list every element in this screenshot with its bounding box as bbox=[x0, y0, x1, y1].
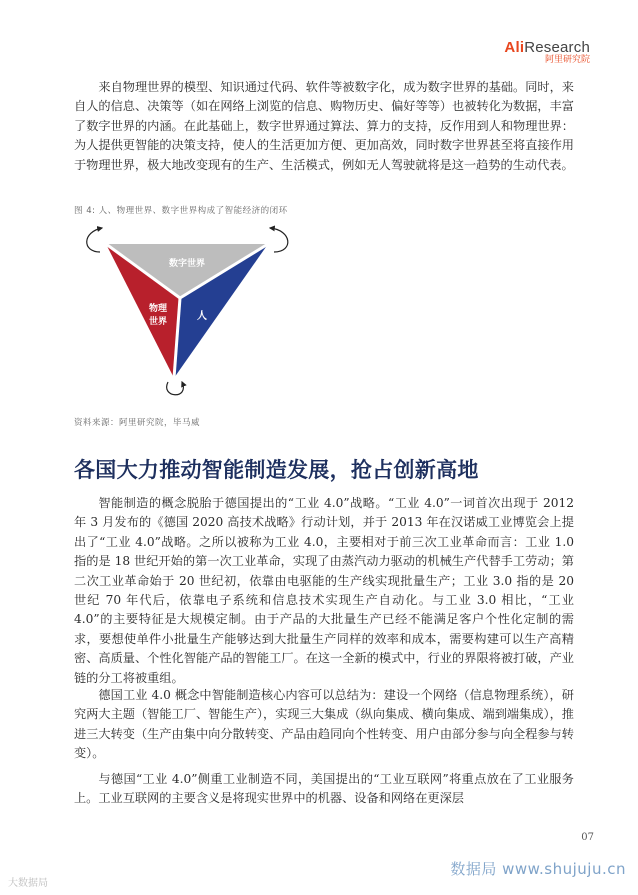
page-number: 07 bbox=[581, 832, 594, 843]
logo-wordmark: AliResearch bbox=[504, 39, 590, 56]
footer-watermark-left: 大数据局 bbox=[8, 878, 48, 889]
label-physical-1: 物理 bbox=[148, 304, 168, 314]
figure-caption: 图 4: 人、物理世界、数字世界构成了智能经济的闭环 bbox=[74, 206, 288, 216]
footer-watermark-right: 数据局 www.shujuju.cn bbox=[450, 860, 626, 878]
body-paragraph: 智能制造的概念脱胎于德国提出的“工业 4.0”战略。“工业 4.0”一词首次出现于 2012 年 3 月发布的《德国 2020 高技术战略》行动计划，并于 2013 年在汉诺威工业博览会上提出了“工业 4.0”战略。之所以被称为工业 4.0，主要相对于前三次工业革命而言：工业 1.0 指的是 18 世纪开始的第一次工业革命，实现了由蒸汽动力驱动的机械生产代替手工劳动；第二次工业革命始于 20 世纪初，依靠由电驱能的生产线实现批量生产；工业 3.0 指的是 20 世纪 70 年代后，依靠电子系统和信息技术实现生产自动化。与工业 3.0 相比，“工业 4.0”的主要特征是大规模定制。由于产品的大批量生产已经不能满足客户个性化定制的需求，要想使单件小批量生产能够达到大批量生产同样的效率和成本，需要构建可以生产高精密、高质量、个性化智能产品的智能工厂。在这一全新的模式中，行业的界限将被打破，产业链的分工将被重组。 bbox=[74, 496, 574, 685]
body-paragraph: 与德国“工业 4.0”侧重工业制造不同，美国提出的“工业互联网”将重点放在了工业服务上。工业互联网的主要含义是将现实世界中的机器、设备和网络在更深层 bbox=[74, 772, 574, 806]
body-paragraph: 德国工业 4.0 概念中智能制造核心内容可以总结为：建设一个网络（信息物理系统），研究两大主题（智能工厂、智能生产），实现三大集成（纵向集成、横向集成、端到端集成），推进三大转变（生产由集中向分散转变、产品由趋同向个性转变、用户由部分参与向全程参与转变）。 bbox=[74, 688, 574, 761]
body-paragraph: 来自物理世界的模型、知识通过代码、软件等被数字化，成为数字世界的基础。同时，来自人的信息、决策等（如在网络上浏览的信息、购物历史、偏好等等）也被转化为数据，丰富了数字世界的内涵。在此基础上，数字世界通过算法、算力的支持，反作用到人和物理世界：为人提供更智能的决策支持，使人的生活更加方便、更加高效，同时数字世界甚至将直接作用于物理世界，极大地改变现有的生产、生活模式，例如无人驾驶就将是这一趋势的生动代表。 bbox=[74, 80, 574, 172]
main-paragraph-2 bbox=[74, 686, 574, 764]
section-heading: 各国大力推动智能制造发展，抢占创新高地 bbox=[74, 458, 479, 482]
main-paragraph-3 bbox=[74, 770, 574, 809]
figure-source: 资料来源：阿里研究院，毕马威 bbox=[74, 418, 201, 428]
closed-loop-diagram bbox=[72, 214, 302, 404]
label-digital-world: 数字世界 bbox=[168, 259, 206, 269]
logo-subtitle: 阿里研究院 bbox=[544, 55, 590, 65]
main-paragraph-1 bbox=[74, 494, 574, 688]
loop-arrow-right-icon bbox=[270, 228, 288, 252]
intro-paragraph-block bbox=[74, 78, 574, 175]
loop-arrow-left-icon bbox=[87, 228, 102, 252]
label-human: 人 bbox=[197, 311, 207, 322]
aliresearch-logo bbox=[504, 40, 590, 65]
label-physical-2: 世界 bbox=[148, 317, 168, 327]
loop-arrow-bottom-icon bbox=[167, 382, 184, 395]
